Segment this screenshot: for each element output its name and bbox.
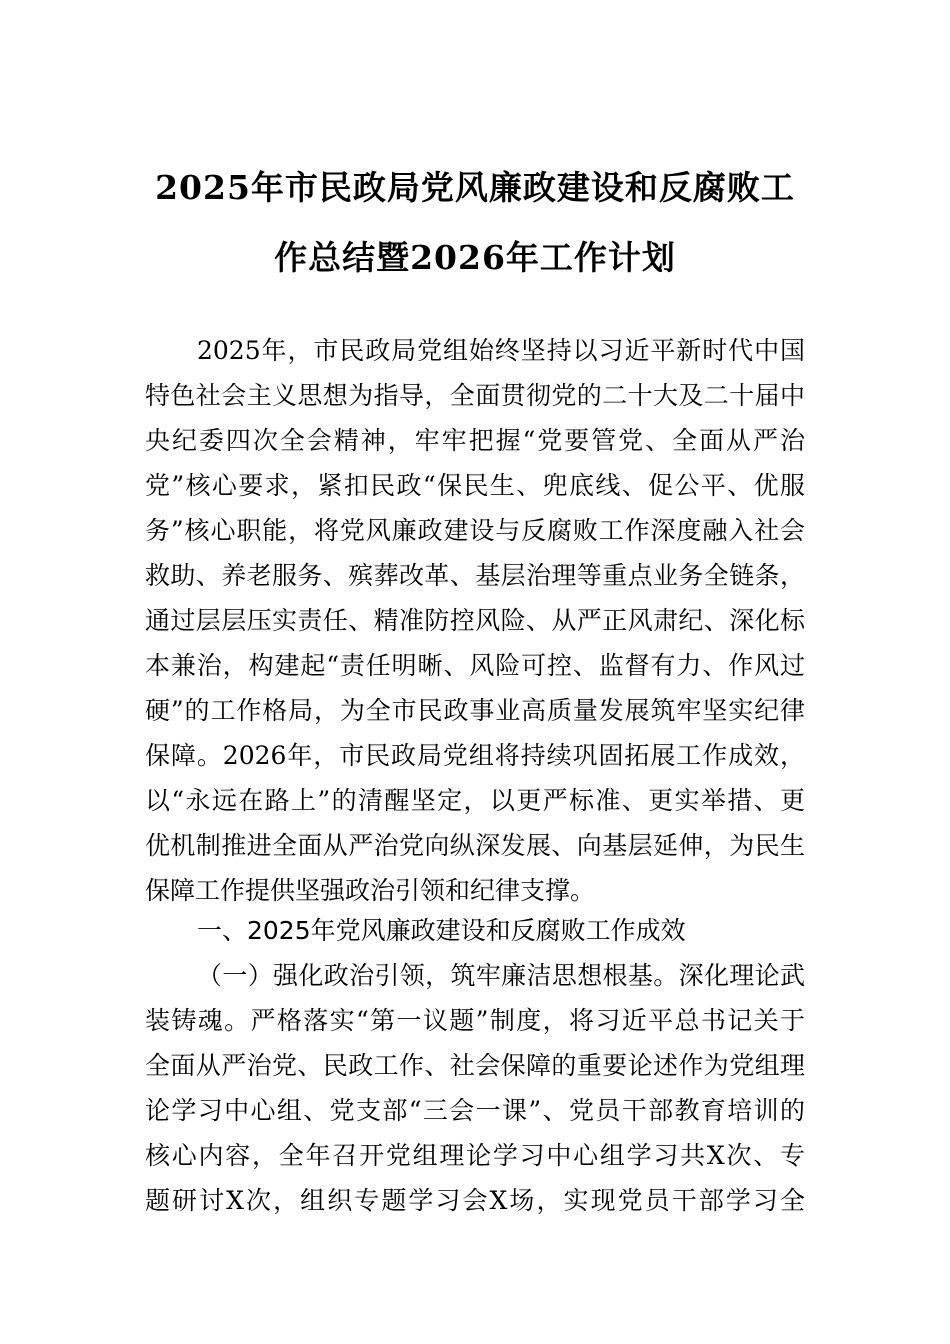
text-line: 保障。2026年，市民政局党组将持续巩固拓展工作成效， — [145, 741, 805, 770]
text-line: 党”核心要求，紧扣民政“保民生、兜底线、促公平、优服 — [145, 471, 805, 500]
text-line: 本兼治，构建起“责任明晰、风险可控、监督有力、作风过 — [145, 651, 805, 680]
text-line: 装铸魂。严格落实“第一议题”制度，将习近平总书记关于 — [145, 1006, 805, 1035]
section-heading: 一、2025年党风廉政建设和反腐败工作成效 — [197, 916, 686, 945]
text-line: 救助、养老服务、殡葬改革、基层治理等重点业务全链条， — [145, 561, 805, 590]
text-line: 2025年，市民政局党组始终坚持以习近平新时代中国 — [197, 336, 805, 365]
text-line: 优机制推进全面从严治党向纵深发展、向基层延伸，为民生 — [145, 831, 805, 860]
text-line: 央纪委四次全会精神，牢牢把握“党要管党、全面从严治 — [145, 426, 805, 455]
text-line: （一）强化政治引领，筑牢廉洁思想根基。深化理论武 — [197, 961, 805, 990]
text-line: 论学习中心组、党支部“三会一课”、党员干部教育培训的 — [145, 1096, 805, 1125]
document-title-line-1: 2025年市民政局党风廉政建设和反腐败工 — [155, 168, 795, 207]
text-line: 硬”的工作格局，为全市民政事业高质量发展筑牢坚实纪律 — [145, 696, 805, 725]
text-line: 核心内容，全年召开党组理论学习中心组学习共X次、专 — [145, 1141, 805, 1170]
text-line: 题研讨X次，组织专题学习会X场，实现党员干部学习全 — [145, 1186, 805, 1215]
text-line: 特色社会主义思想为指导，全面贯彻党的二十大及二十届中 — [145, 381, 805, 410]
text-line: 保障工作提供坚强政治引领和纪律支撑。 — [145, 876, 596, 905]
text-line: 通过层层压实责任、精准防控风险、从严正风肃纪、深化标 — [145, 606, 805, 635]
text-line: 务”核心职能，将党风廉政建设与反腐败工作深度融入社会 — [145, 516, 805, 545]
text-line: 以“永远在路上”的清醒坚定，以更严标准、更实举措、更 — [145, 786, 805, 815]
text-line: 全面从严治党、民政工作、社会保障的重要论述作为党组理 — [145, 1051, 805, 1080]
document-title-line-2: 作总结暨2026年工作计划 — [274, 238, 676, 277]
